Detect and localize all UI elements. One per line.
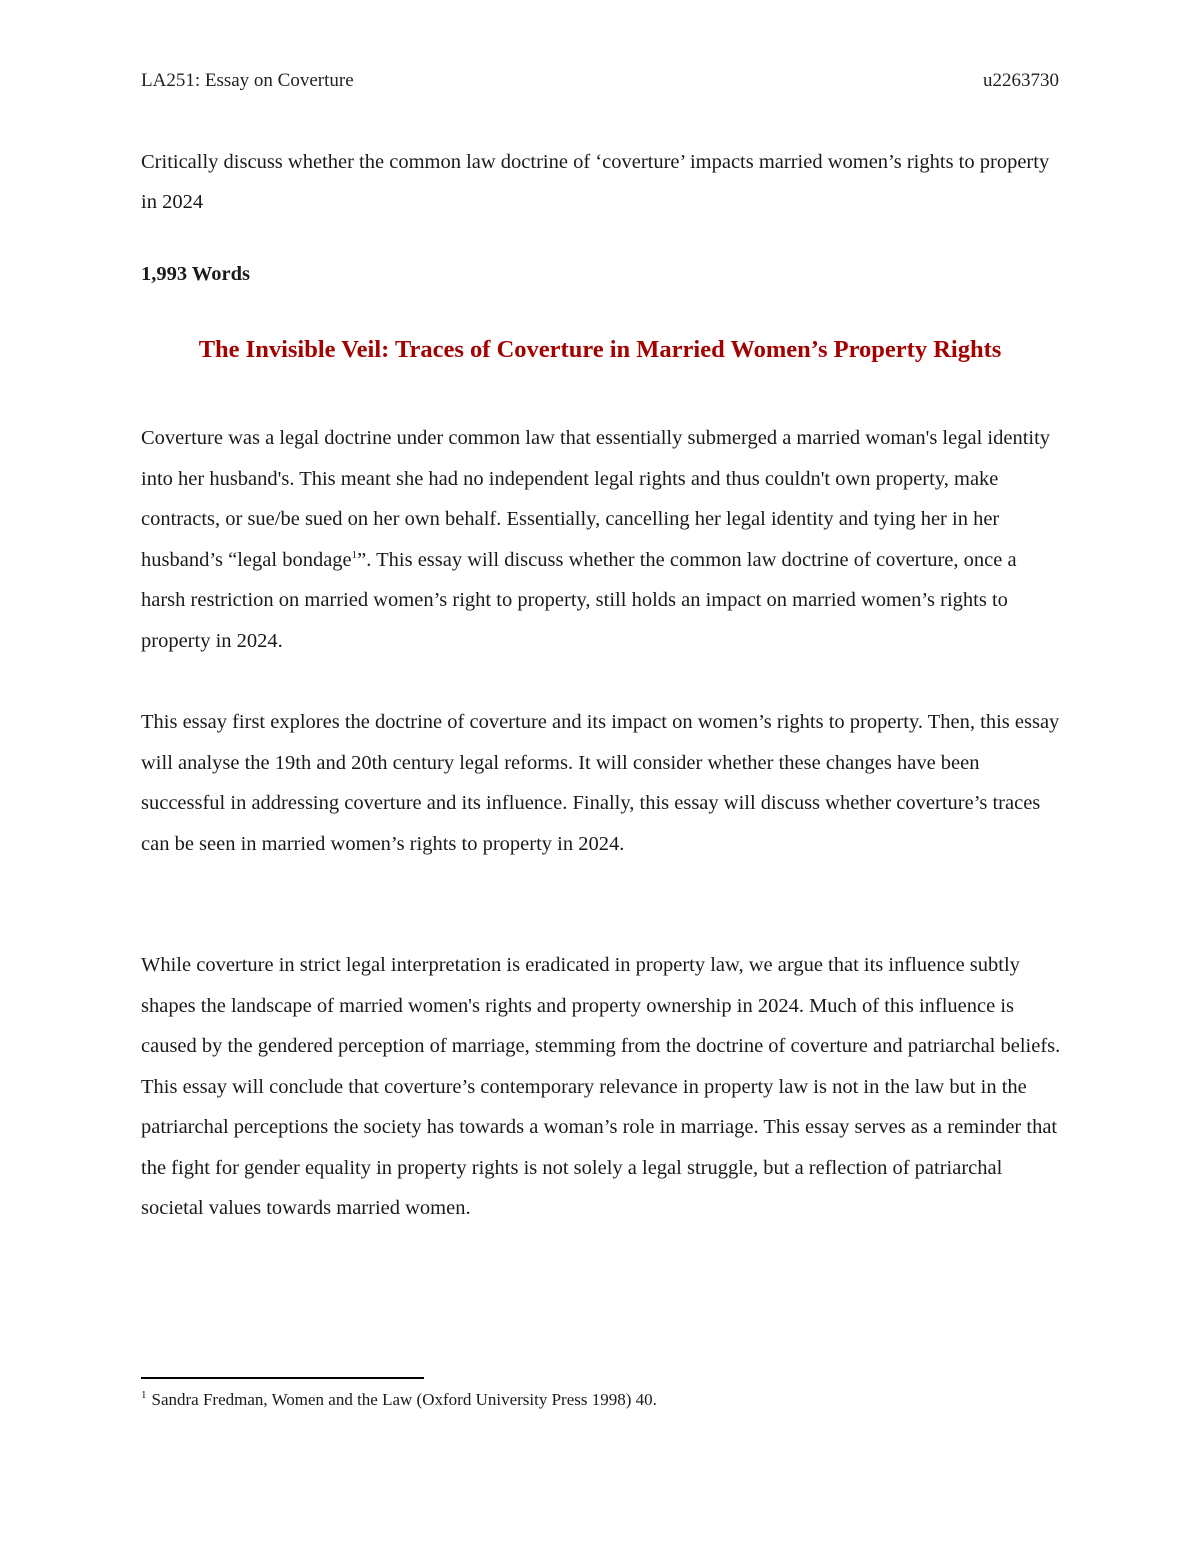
paragraph-1-text-start: Coverture was a legal doctrine under common law that essentially submerged a married woman's legal identity into her husband's. This meant she had no independent legal rights and thus couldn't own property, make contracts, or sue/be sued on her own behalf. Essentially, cancelling her legal identity and tying her in her husband’s “legal bondage (141, 427, 1051, 571)
footnote-separator (141, 1377, 424, 1379)
paragraph-1-text-end: ”. This essay will discuss whether the common law doctrine of coverture, once a harsh restriction on married women’s right to property, still holds an impact on married women’s rights to property in 2024. (141, 548, 1017, 652)
header-student-id: u2263730 (983, 70, 1059, 91)
footnote-text: Sandra Fredman, Women and the Law (Oxford University Press 1998) 40. (151, 1390, 657, 1409)
footnote-number: 1 (141, 1389, 147, 1402)
word-count: 1,993 Words (141, 263, 250, 285)
paragraph-2: This essay first explores the doctrine of coverture and its impact on women’s rights to property. Then, this essay will analyse the 19th and 20th century legal reforms. It will consider whether these changes have been successful in addressing coverture and its influence. Finally, this essay will discuss whether coverture’s traces can be seen in married women’s rights to property in 2024. (141, 711, 1060, 855)
page-header (141, 70, 1059, 92)
paragraph-1 (141, 418, 1061, 661)
essay-title: The Invisible Veil: Traces of Coverture in Married Women’s Property Rights (198, 336, 1002, 363)
essay-prompt: Critically discuss whether the common law doctrine of ‘coverture’ impacts married women’s rights to property in 2024 (141, 151, 1050, 213)
paragraph-3: While coverture in strict legal interpretation is eradicated in property law, we argue that its influence subtly shapes the landscape of married women's rights and property ownership in 2024. Much of this influence is caused by the gendered perception of marriage, stemming from the doctrine of coverture and patriarchal beliefs. This essay will conclude that coverture’s contemporary relevance in property law is not in the law but in the patriarchal perceptions the society has towards a woman’s role in marriage. This essay serves as a reminder that the fight for gender equality in property rights is not solely a legal struggle, but a reflection of patriarchal societal values towards married women. (141, 954, 1061, 1219)
footnote-reference[interactable]: 1 (351, 548, 358, 561)
header-course-title: LA251: Essay on Coverture (141, 70, 354, 91)
footnote (141, 1390, 657, 1410)
